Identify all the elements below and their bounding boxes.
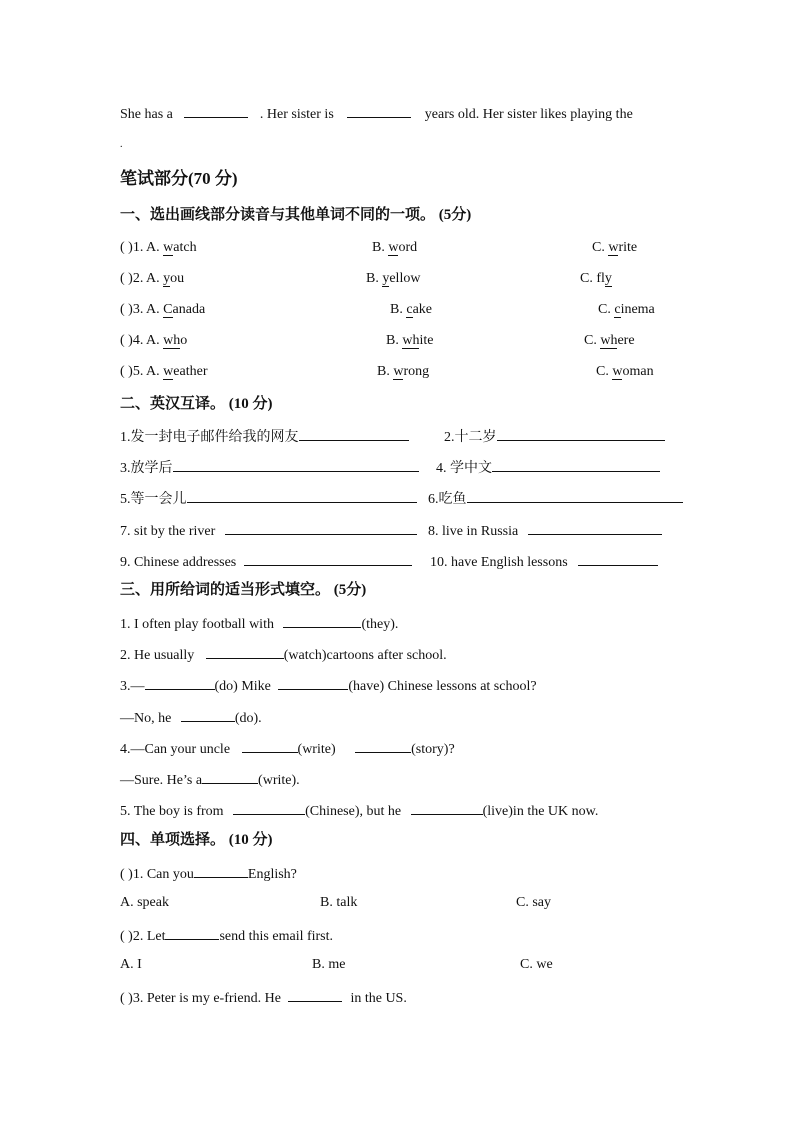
option-b-rest: ord	[398, 240, 418, 255]
answer-blank[interactable]	[347, 103, 411, 118]
s4-q2-option-b[interactable]: B. me	[312, 957, 346, 972]
s4-question-1	[120, 863, 297, 884]
question-text: ( )1. Can you	[120, 867, 194, 882]
answer-blank[interactable]	[528, 520, 662, 535]
s4-question-3	[120, 987, 407, 1008]
translate-item: 6.吃鱼	[428, 492, 467, 507]
s3-line-7	[120, 800, 598, 821]
question-text: —Sure. He’s a	[120, 773, 203, 788]
option-a-rest: atch	[173, 240, 197, 255]
question-text: (write)	[297, 742, 336, 757]
answer-blank[interactable]	[492, 457, 660, 472]
translate-item: 2.十二岁	[444, 430, 497, 445]
s4-q1-option-a[interactable]: A. speak	[120, 895, 169, 910]
section-4-title: 四、单项选择。 (10 分)	[120, 832, 273, 848]
question-text: (live)in the UK now.	[482, 804, 599, 819]
answer-blank[interactable]	[497, 426, 665, 441]
option-b-label: B.	[377, 364, 394, 379]
answer-blank[interactable]	[145, 675, 215, 690]
s4-q1-option-c[interactable]: C. say	[516, 895, 551, 910]
s2-row-5	[120, 551, 412, 572]
question-text: (write).	[258, 773, 300, 788]
option-a-rest: o	[180, 333, 188, 348]
option-c-label: C.	[584, 333, 601, 348]
s4-question-2	[120, 925, 333, 946]
question-text: in the US.	[350, 991, 407, 1006]
question-text: 1. I often play football with	[120, 617, 274, 632]
written-part-title: 笔试部分(70 分)	[120, 169, 238, 188]
s3-line-5	[120, 738, 455, 759]
s2-row-3b	[428, 488, 683, 509]
underlined-letters: y	[604, 271, 612, 286]
answer-blank[interactable]	[187, 488, 417, 503]
translate-item: 10. have English lessons	[430, 555, 568, 570]
question-text: (watch)cartoons after school.	[283, 648, 447, 663]
answer-blank[interactable]	[202, 769, 258, 784]
underlined-letters: y	[163, 271, 171, 286]
underlined-letters: c	[614, 302, 621, 317]
option-b-label: B.	[390, 302, 407, 317]
s2-row-2b	[436, 457, 660, 478]
option-c-label: C.	[592, 240, 609, 255]
s3-line-3	[120, 675, 537, 696]
option-c-label: C.	[598, 302, 615, 317]
answer-blank[interactable]	[467, 488, 683, 503]
question-text: —No, he	[120, 711, 172, 726]
answer-blank[interactable]	[206, 644, 284, 659]
item-number: ( )1. A.	[120, 240, 164, 255]
option-c-rest: oman	[622, 364, 654, 379]
question-text: 2. He usually	[120, 648, 195, 663]
s2-row-3	[120, 488, 417, 509]
intro-text-c: years old. Her sister likes playing the	[424, 107, 633, 122]
option-b-label: B.	[386, 333, 403, 348]
s4-q1-option-b[interactable]: B. talk	[320, 895, 358, 910]
underlined-letters: w	[612, 364, 623, 379]
option-b-label: B.	[366, 271, 383, 286]
underlined-letters: w	[388, 240, 399, 255]
underlined-letters: w	[163, 240, 174, 255]
underlined-letters: wh	[600, 333, 618, 348]
s3-line-1	[120, 613, 398, 634]
question-text: (Chinese), but he	[305, 804, 402, 819]
s2-row-4	[120, 520, 417, 541]
underlined-letters: wh	[163, 333, 181, 348]
option-b-label: B.	[372, 240, 389, 255]
intro-text-b: . Her sister is	[259, 107, 334, 122]
option-c-rest: inema	[620, 302, 655, 317]
answer-blank[interactable]	[181, 707, 235, 722]
s3-line-6	[120, 769, 300, 790]
translate-item: 3.放学后	[120, 461, 173, 476]
underlined-letters: y	[382, 271, 390, 286]
intro-text-a: She has a	[120, 107, 173, 122]
section-2-title: 二、英汉互译。 (10 分)	[120, 396, 273, 412]
underlined-letters: w	[163, 364, 174, 379]
translate-item: 1.发一封电子邮件给我的网友	[120, 430, 299, 445]
item-number: ( )3. A.	[120, 302, 164, 317]
item-number: ( )5. A.	[120, 364, 164, 379]
intro-line	[120, 103, 633, 124]
answer-blank[interactable]	[355, 738, 411, 753]
answer-blank[interactable]	[233, 800, 305, 815]
underlined-letters: c	[406, 302, 413, 317]
option-a-rest: ou	[170, 271, 185, 286]
s2-row-1	[120, 426, 409, 447]
s4-q2-option-a[interactable]: A. I	[120, 957, 142, 972]
answer-blank[interactable]	[299, 426, 409, 441]
translate-item: 5.等一会儿	[120, 492, 187, 507]
question-text: English?	[247, 867, 297, 882]
answer-blank[interactable]	[244, 551, 412, 566]
option-a-rest: anada	[172, 302, 206, 317]
underlined-letters: w	[393, 364, 404, 379]
translate-item: 9. Chinese addresses	[120, 555, 237, 570]
answer-blank[interactable]	[578, 551, 658, 566]
question-text: (they).	[361, 617, 399, 632]
answer-blank[interactable]	[173, 457, 419, 472]
answer-blank[interactable]	[283, 613, 361, 628]
translate-item: 4. 学中文	[436, 461, 492, 476]
s4-q2-option-c[interactable]: C. we	[520, 957, 553, 972]
answer-blank[interactable]	[165, 925, 219, 940]
underlined-letters: C	[163, 302, 173, 317]
option-c-rest: ere	[617, 333, 635, 348]
answer-blank[interactable]	[194, 863, 248, 878]
question-text: 5. The boy is from	[120, 804, 224, 819]
question-text: ( )2. Let	[120, 929, 166, 944]
option-b-rest: rong	[403, 364, 430, 379]
question-text: send this email first.	[219, 929, 334, 944]
answer-blank[interactable]	[288, 987, 342, 1002]
question-text: (do).	[234, 711, 262, 726]
section-1-title: 一、选出画线部分读音与其他单词不同的一项。 (5分)	[120, 207, 472, 223]
option-a-rest: eather	[173, 364, 208, 379]
answer-blank[interactable]	[225, 520, 417, 535]
question-text: (do) Mike	[214, 679, 271, 694]
s2-row-1b	[444, 426, 665, 447]
answer-blank[interactable]	[411, 800, 483, 815]
question-text: (story)?	[411, 742, 455, 757]
option-b-rest: ellow	[389, 271, 421, 286]
intro-dot: .	[120, 139, 123, 150]
section-3-title: 三、用所给词的适当形式填空。 (5分)	[120, 582, 367, 598]
s3-line-2	[120, 644, 447, 665]
s2-row-4b	[428, 520, 662, 541]
answer-blank[interactable]	[242, 738, 298, 753]
item-number: ( )2. A.	[120, 271, 164, 286]
underlined-letters: wh	[402, 333, 420, 348]
answer-blank[interactable]	[184, 103, 248, 118]
question-text: 3.—	[120, 679, 145, 694]
s2-row-2	[120, 457, 419, 478]
option-b-rest: ake	[412, 302, 432, 317]
option-c-label: C. fl	[580, 271, 605, 286]
translate-item: 7. sit by the river	[120, 524, 216, 539]
question-text: ( )3. Peter is my e-friend. He	[120, 991, 281, 1006]
s2-row-5b	[430, 551, 658, 572]
option-c-label: C.	[596, 364, 613, 379]
option-b-rest: ite	[419, 333, 434, 348]
question-text: 4.—Can your uncle	[120, 742, 231, 757]
item-number: ( )4. A.	[120, 333, 164, 348]
translate-item: 8. live in Russia	[428, 524, 519, 539]
question-text: (have) Chinese lessons at school?	[348, 679, 537, 694]
answer-blank[interactable]	[278, 675, 348, 690]
s3-line-4	[120, 707, 262, 728]
underlined-letters: w	[608, 240, 619, 255]
option-c-rest: rite	[618, 240, 638, 255]
